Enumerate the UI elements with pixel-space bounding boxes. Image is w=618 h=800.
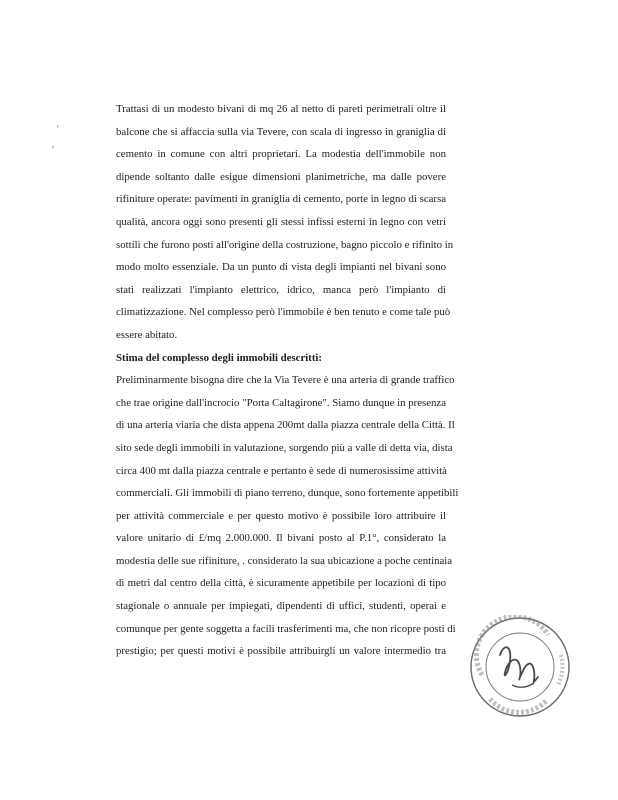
engineer-seal-stamp: [468, 615, 572, 719]
text-line: Preliminarmente bisogna dire che la Via Tevere è una arteria di grande traffico: [116, 374, 455, 387]
text-line: comunque per gente soggetta a facili trasferimenti ma, che non ricopre posti di: [116, 622, 456, 635]
text-line: sottili che furono posti all'origine della costruzione, bagno piccolo e rifinito in: [116, 238, 454, 251]
paragraph-description: [116, 98, 454, 347]
margin-mark: ,: [52, 139, 55, 149]
text-line: balcone che si affaccia sulla via Tevere, con scala di ingresso in graniglia di: [116, 125, 446, 138]
text-line: circa 400 mt dalla piazza centrale e pertanto è sede di numerosissime attività: [116, 464, 447, 477]
text-line: rifiniture operate: pavimenti in graniglia di cemento, porte in legno di scarsa: [116, 193, 446, 206]
text-line: di una arteria viaria che dista appena 200mt dalla piazza centrale della Città. Il: [116, 419, 455, 432]
document-body: [116, 98, 459, 663]
paragraph-valuation: [116, 369, 459, 663]
text-line: sito sede degli immobili in valutazione, sorgendo più a valle di detta via, dista: [116, 441, 453, 454]
text-line: modestia delle sue rifiniture, . considerato la sua ubicazione a poche centinaia: [116, 554, 453, 567]
margin-mark: ': [57, 124, 59, 134]
text-line: dipende soltanto dalle esigue dimensioni planimetriche, ma dalle povere: [116, 170, 446, 183]
text-line: qualità, ancora oggi sono presenti gli stessi infissi esterni in legno con vetri: [116, 215, 446, 228]
text-line: Trattasi di un modesto bivani di mq 26 al netto di pareti perimetrali oltre il: [116, 103, 446, 115]
text-line: commerciali. Gli immobili di piano terreno, dunque, sono fortemente appetibili: [116, 487, 459, 500]
text-line: che trae origine dall'incrocio "Porta Caltagirone". Siamo dunque in presenza: [116, 396, 446, 409]
text-line: di metri dal centro della città, è sicuramente appetibile per locazioni di tipo: [116, 577, 446, 590]
text-line: stagionale o annuale per impiegati, dipendenti di uffici, studenti, operai e: [116, 600, 446, 613]
text-line: prestigio; per questi motivi è possibile attribuirgli un valore intermedio tra: [116, 645, 446, 658]
section-heading: Stima del complesso degli immobili descritti:: [116, 351, 323, 364]
text-line: modo molto essenziale. Da un punto di vista degli impianti nel bivani sono: [116, 261, 446, 274]
text-line: climatizzazione. Nel complesso però l'immobile è ben tenuto e come tale può: [116, 306, 451, 319]
text-line: cemento in comune con altri proprietari. La modestia dell'immobile non: [116, 148, 446, 161]
text-line: stati realizzati l'impianto elettrico, idrico, manca però l'impianto di: [116, 283, 446, 296]
text-line: valore unitario di £/mq 2.000.000. Il bivani posto al P.1°, considerato la: [116, 532, 446, 545]
text-line: essere abitato.: [116, 328, 178, 341]
text-line: per attività commerciale e per questo motivo è possibile loro attribuire il: [116, 509, 446, 522]
